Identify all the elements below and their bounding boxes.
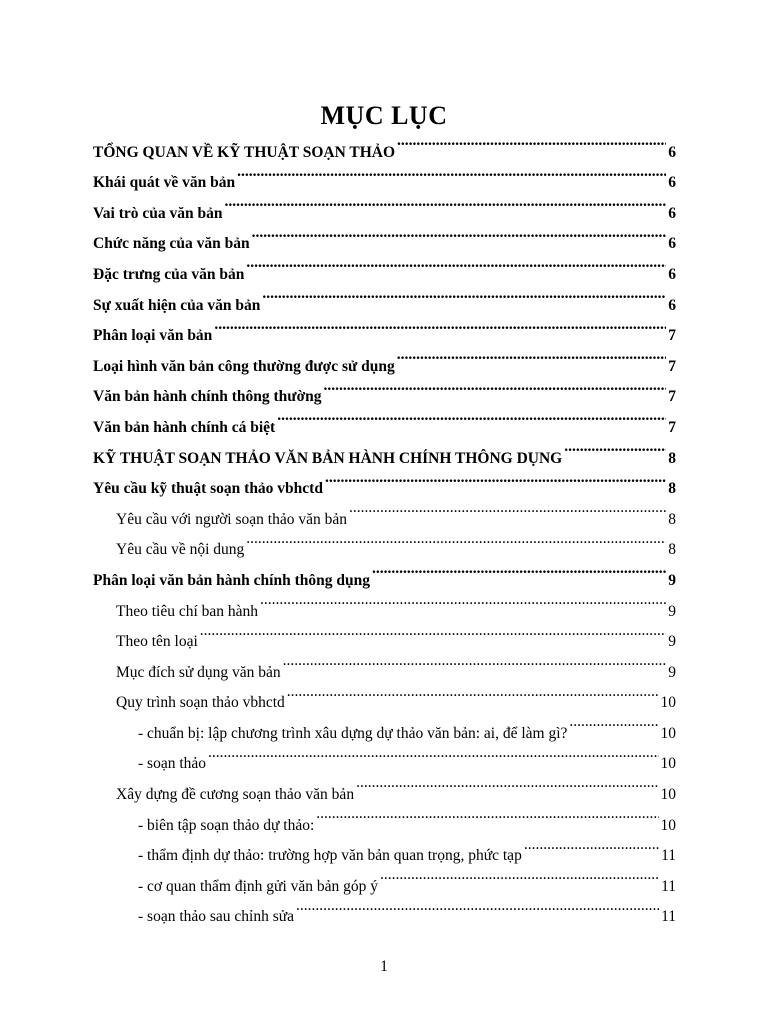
toc-entry-text: - thẩm định dự thảo: trường hợp văn bản quan trọng, phức tạp <box>138 847 522 865</box>
toc-entry-text: Văn bản hành chính thông thường <box>93 388 322 406</box>
toc-entry-page: 10 <box>660 755 676 773</box>
toc-entry-page: 6 <box>668 296 676 314</box>
toc-leader-dots <box>397 126 666 157</box>
page-number: 1 <box>380 958 388 975</box>
toc-leader-dots <box>260 585 666 616</box>
toc-entry-text: KỸ THUẬT SOẠN THẢO VĂN BẢN HÀNH CHÍNH THÔNG DỤNG <box>93 449 563 467</box>
toc-leader-dots <box>287 677 659 708</box>
toc-entry-page: 11 <box>661 908 676 926</box>
toc-leader-dots <box>262 279 666 310</box>
toc-leader-dots <box>349 493 666 524</box>
toc-leader-dots <box>296 891 659 922</box>
toc-entry-text: Yêu cầu với người soạn thảo văn bản <box>116 510 347 528</box>
toc-leader-dots <box>356 768 658 799</box>
toc-entry-text: Phân loại văn bản <box>93 327 213 345</box>
toc-entry-text: - chuẩn bị: lập chương trình xâu dựng dự thảo văn bản: ai, để làm gì? <box>138 724 568 742</box>
toc-entry-text: Phân loại văn bản hành chính thông dụng <box>93 571 370 589</box>
toc-leader-dots <box>214 310 666 341</box>
toc-entry-page: 11 <box>661 847 676 865</box>
toc-leader-dots <box>246 524 666 555</box>
toc-entry-text: Yêu cầu về nội dung <box>116 541 245 559</box>
toc-entry-page: 9 <box>668 663 676 681</box>
toc-leader-dots <box>324 371 667 402</box>
toc-entry-page: 8 <box>668 541 676 559</box>
toc-leader-dots <box>316 799 658 830</box>
toc-entry-page: 8 <box>668 510 676 528</box>
page-title: MỤC LỤC <box>320 101 448 131</box>
toc-entry-text: Chức năng của văn bản <box>93 235 250 253</box>
toc-leader-dots <box>569 707 658 738</box>
toc-entry-text: TỔNG QUAN VỀ KỸ THUẬT SOẠN THẢO <box>93 143 396 161</box>
toc-leader-dots <box>372 554 666 585</box>
toc-leader-dots <box>283 646 667 677</box>
toc-entry-page: 9 <box>668 633 676 651</box>
toc-leader-dots <box>277 401 666 432</box>
toc-entry-text: Đặc trưng của văn bản <box>93 265 245 283</box>
toc-leader-dots <box>252 218 667 249</box>
toc-entry-text: Xây dựng đề cương soạn thảo văn bản <box>116 786 355 804</box>
toc-entry-text: Quy trình soạn thảo vbhctd <box>116 694 285 712</box>
toc-leader-dots <box>208 738 658 769</box>
toc-entry-page: 9 <box>668 602 676 620</box>
toc-entry-page: 7 <box>668 327 676 345</box>
toc-entry-text: Theo tiêu chí ban hành <box>116 602 259 620</box>
toc-entry-page: 7 <box>668 418 676 436</box>
toc-entry-page: 6 <box>668 235 676 253</box>
toc-entry-text: - soạn thảo sau chỉnh sửa <box>138 908 295 926</box>
toc-entry-page: 10 <box>660 816 676 834</box>
toc-entry-text: - biên tập soạn thảo dự thảo: <box>138 816 315 834</box>
toc-leader-dots <box>524 830 659 861</box>
toc-entry[interactable] <box>93 126 676 161</box>
toc-entry-page: 6 <box>668 265 676 283</box>
toc-entry-page: 6 <box>668 204 676 222</box>
table-of-contents <box>93 126 676 926</box>
toc-entry-text: Sự xuất hiện của văn bản <box>93 296 261 314</box>
toc-entry-page: 10 <box>660 694 676 712</box>
toc-leader-dots <box>237 157 666 188</box>
toc-entry-text: - cơ quan thẩm định gửi văn bản góp ý <box>138 877 379 895</box>
toc-entry-text: Khái quát về văn bản <box>93 174 236 192</box>
toc-leader-dots <box>200 616 666 647</box>
toc-entry-page: 8 <box>668 480 676 498</box>
toc-entry-page: 10 <box>660 724 676 742</box>
toc-entry-page: 11 <box>661 877 676 895</box>
toc-leader-dots <box>380 860 659 891</box>
toc-entry-text: Loại hình văn bản công thường được sử dụng <box>93 357 395 375</box>
toc-entry-page: 10 <box>660 786 676 804</box>
toc-entry-text: Mục đích sử dụng văn bản <box>116 663 281 681</box>
toc-entry-text: Vai trò của văn bản <box>93 204 223 222</box>
toc-entry-page: 7 <box>668 388 676 406</box>
toc-entry-page: 9 <box>668 571 676 589</box>
toc-entry-page: 6 <box>668 143 676 161</box>
toc-entry-text: Theo tên loại <box>116 633 198 651</box>
toc-entry-text: Yêu cầu kỹ thuật soạn thảo vbhctd <box>93 480 323 498</box>
toc-entry-text: - soạn thảo <box>138 755 207 773</box>
toc-entry-text: Văn bản hành chính cá biệt <box>93 418 276 436</box>
toc-entry-page: 6 <box>668 174 676 192</box>
toc-leader-dots <box>224 187 666 218</box>
toc-leader-dots <box>397 340 666 371</box>
toc-entry-page: 8 <box>668 449 676 467</box>
toc-entry-page: 7 <box>668 357 676 375</box>
toc-leader-dots <box>325 463 666 494</box>
toc-leader-dots <box>246 248 666 279</box>
toc-leader-dots <box>564 432 666 463</box>
